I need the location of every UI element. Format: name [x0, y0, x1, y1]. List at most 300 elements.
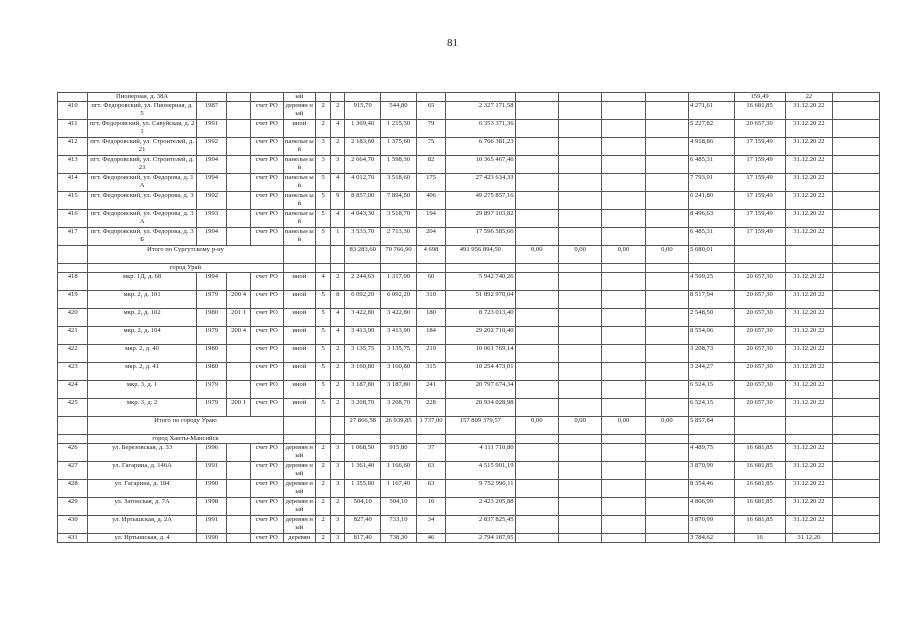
- cell-empty: [602, 210, 645, 228]
- subtotal-zero: 0,00: [602, 417, 645, 435]
- cell-limit-cost: 20 657,30: [734, 399, 785, 417]
- cell-empty: [558, 327, 601, 345]
- table-row: [58, 309, 880, 327]
- table-body: [58, 93, 880, 543]
- cell-entrances: 4: [331, 210, 345, 228]
- cell-empty: [645, 462, 688, 480]
- cell-empty: [283, 246, 316, 264]
- cell-number: 428: [58, 480, 88, 498]
- cell-empty: [833, 381, 880, 399]
- cell-empty: [515, 309, 558, 327]
- cell-empty: [381, 264, 417, 273]
- cell-fund-method: счет РО: [251, 534, 284, 543]
- cell-empty: [515, 174, 558, 192]
- cell-limit-cost: 16 681,85: [734, 516, 785, 534]
- cell-residents: 79: [416, 120, 445, 138]
- cell-wall-material: иной: [283, 120, 316, 138]
- cell-reconstruction-year: [227, 138, 251, 156]
- section-title: город Урай: [88, 264, 283, 273]
- cell-reconstruction-year: [227, 381, 251, 399]
- cell-living-area: 1 375,60: [381, 138, 417, 156]
- cell-residents: 16: [416, 498, 445, 516]
- cell-living-area: 7 894,50: [381, 192, 417, 210]
- cell-number: 423: [58, 363, 88, 381]
- cell-completion-date: 31.12.20 22: [785, 210, 833, 228]
- cell-year: 1991: [196, 516, 226, 534]
- cell-empty: [645, 534, 688, 543]
- cell-empty: [515, 363, 558, 381]
- cell-limit-cost: 16 681,85: [734, 462, 785, 480]
- cell-empty: [833, 444, 880, 462]
- cell-empty: [515, 102, 558, 120]
- table-row: [58, 516, 880, 534]
- cell-empty: [558, 498, 601, 516]
- cell-address: мкр. 2, д. 40: [88, 345, 196, 363]
- cell-floors: 3: [316, 138, 331, 156]
- cell-number: 425: [58, 399, 88, 417]
- cell-living-area: 915,80: [381, 444, 417, 462]
- cell-total-area: 817,40: [345, 534, 381, 543]
- cell-fund-method: счет РО: [251, 363, 284, 381]
- cell-year: 1979: [196, 399, 226, 417]
- cell-residents: 180: [416, 309, 445, 327]
- subtotal-row: [58, 246, 880, 264]
- cell-empty: [645, 291, 688, 309]
- cell-empty: [785, 435, 833, 444]
- subtotal-zero: 0,00: [602, 246, 645, 264]
- cell-year: 1994: [196, 273, 226, 291]
- cell-floors: 4: [316, 273, 331, 291]
- cell-wall-material: иной: [283, 273, 316, 291]
- cell-total-area: 1 068,50: [345, 444, 381, 462]
- cell-reconstruction-year: [227, 192, 251, 210]
- cell-entrances: 2: [331, 102, 345, 120]
- cell-completion-date: 31.12.20 22: [785, 444, 833, 462]
- cell-year: 1979: [196, 381, 226, 399]
- cell-wall-material: иной: [283, 381, 316, 399]
- cell-empty: [645, 435, 688, 444]
- cell-empty: [645, 228, 688, 246]
- cell-limit: 159,49: [734, 93, 785, 102]
- cell-reconstruction-year: [227, 498, 251, 516]
- cell-empty: [558, 534, 601, 543]
- cell-empty: [645, 102, 688, 120]
- cell-empty: [602, 462, 645, 480]
- cell-empty: [515, 381, 558, 399]
- cell-empty: [602, 120, 645, 138]
- cell-living-area: 3 160,80: [381, 363, 417, 381]
- cell-entrances: 4: [331, 174, 345, 192]
- cell-empty: [602, 138, 645, 156]
- cell-cost-per-sqm: 4 271,61: [689, 102, 735, 120]
- cell-year: 1980: [196, 363, 226, 381]
- cell-empty: [345, 435, 381, 444]
- cell-empty: [283, 435, 316, 444]
- cell-cost-per-sqm: 4 509,25: [689, 273, 735, 291]
- cell-material: ый: [283, 93, 316, 102]
- cell-empty: [558, 444, 601, 462]
- cell-wall-material: панельн ый: [283, 228, 316, 246]
- cell-empty: [316, 435, 331, 444]
- cell-number: 410: [58, 102, 88, 120]
- subtotal-zero: 0,00: [515, 246, 558, 264]
- table-row: [58, 399, 880, 417]
- cell-empty: [446, 264, 515, 273]
- cell-year: 1979: [196, 291, 226, 309]
- table-row: [58, 381, 880, 399]
- cell-number: 418: [58, 273, 88, 291]
- cell-empty: [833, 192, 880, 210]
- section-header-row: [58, 435, 880, 444]
- cell-empty: [602, 102, 645, 120]
- cell-completion-date: 31.12.20 22: [785, 309, 833, 327]
- cell-floors: 5: [316, 363, 331, 381]
- cell-living-area: 3 187,80: [381, 381, 417, 399]
- cell-completion-date: 31.12.20 22: [785, 363, 833, 381]
- cell-residents: 219: [416, 345, 445, 363]
- cell-empty: [645, 273, 688, 291]
- cell-completion-date: 31.12.20 22: [785, 399, 833, 417]
- cell-empty: [833, 399, 880, 417]
- cell-number: 411: [58, 120, 88, 138]
- cell-number: 417: [58, 228, 88, 246]
- cell-empty: [515, 210, 558, 228]
- table-row: [58, 120, 880, 138]
- cell-address: пгт. Федоровский, ул. Пионерная, д. 5: [88, 102, 196, 120]
- cell-empty: [558, 174, 601, 192]
- cell-empty: [602, 435, 645, 444]
- cell-empty: [558, 210, 601, 228]
- cell-total-cost: 5 942 740,26: [446, 273, 515, 291]
- cell-fund-method: счет РО: [251, 174, 284, 192]
- cell-empty: [602, 273, 645, 291]
- cell-living-area: 3 413,90: [381, 327, 417, 345]
- cell-completion-date: 31.12.20 22: [785, 291, 833, 309]
- cell-limit-cost: 17 159,49: [734, 138, 785, 156]
- cell-completion-date: 31.12.20 22: [785, 138, 833, 156]
- cell-address: мкр. 1Д, д. 68: [88, 273, 196, 291]
- cell-empty: [58, 246, 88, 264]
- table-row: [58, 291, 880, 309]
- cell-floors: 5: [316, 309, 331, 327]
- cell-address: пгт. Федоровский, ул. Савуйская, д. 21: [88, 120, 196, 138]
- cell-completion-date: 31.12.20 22: [785, 480, 833, 498]
- cell-empty: [602, 291, 645, 309]
- cell-address: ул. Гагарина, д. 146А: [88, 462, 196, 480]
- cell-living-area: 6 092,20: [381, 291, 417, 309]
- cell-completion-date: 31.12.20 22: [785, 345, 833, 363]
- cell-empty: [602, 264, 645, 273]
- cell-entrances: 4: [331, 120, 345, 138]
- cell-entrances: 3: [331, 156, 345, 174]
- cell-wall-material: деревян ный: [283, 516, 316, 534]
- cell-empty: [645, 498, 688, 516]
- cell-reconstruction-year: [227, 444, 251, 462]
- cell-entrances: 4: [331, 309, 345, 327]
- cell-empty: [331, 435, 345, 444]
- cell-number: 427: [58, 462, 88, 480]
- cell-empty: [645, 138, 688, 156]
- cell-total-cost: 29 202 710,40: [446, 327, 515, 345]
- cell-number: 416: [58, 210, 88, 228]
- cell-residents: 310: [416, 291, 445, 309]
- cell-total-cost: 8 723 013,40: [446, 309, 515, 327]
- cell-empty: [558, 480, 601, 498]
- cell-empty: [558, 516, 601, 534]
- cell-limit-cost: 20 657,30: [734, 363, 785, 381]
- cell-empty: [602, 228, 645, 246]
- cell-reconstruction-year: [227, 480, 251, 498]
- cell-empty: [558, 291, 601, 309]
- cell-empty: [515, 480, 558, 498]
- cell-empty: [515, 435, 558, 444]
- cell-fund-method: счет РО: [251, 138, 284, 156]
- cell-empty: [345, 264, 381, 273]
- cell-floors: 2: [316, 498, 331, 516]
- cell-empty: [602, 534, 645, 543]
- cell-residents: 184: [416, 327, 445, 345]
- cell-total-cost: 27 423 634,33: [446, 174, 515, 192]
- cell-total-area: 3 160,80: [345, 363, 381, 381]
- cell-empty: [515, 498, 558, 516]
- cell-number: 426: [58, 444, 88, 462]
- cell-empty: [602, 381, 645, 399]
- cell-total-cost: 2 327 171,58: [446, 102, 515, 120]
- cell-reconstruction-year: [227, 273, 251, 291]
- cell-number: 415: [58, 192, 88, 210]
- cell-year: 1994: [196, 174, 226, 192]
- cell-empty: [833, 273, 880, 291]
- cell-number: 412: [58, 138, 88, 156]
- cell-address: пгт. Федоровский, ул. Федорова, д. 1А: [88, 174, 196, 192]
- cell-cost-per-sqm: 6 524,15: [689, 399, 735, 417]
- cell-floors: 5: [316, 381, 331, 399]
- cell-floors: 5: [316, 345, 331, 363]
- cell-empty: [58, 264, 88, 273]
- cell-residents: 241: [416, 381, 445, 399]
- cell-limit-cost: 20 657,30: [734, 381, 785, 399]
- cell-cost-per-sqm: 6 485,31: [689, 228, 735, 246]
- cell-fund-method: счет РО: [251, 480, 284, 498]
- cell-total-area: 6 092,20: [345, 291, 381, 309]
- cell-residents: 75: [416, 138, 445, 156]
- cell-empty: [515, 156, 558, 174]
- cell-residents: 315: [416, 363, 445, 381]
- cell-empty: [734, 246, 785, 264]
- cell-floors: 5: [316, 291, 331, 309]
- cell-empty: [602, 516, 645, 534]
- cell-wall-material: деревян ный: [283, 102, 316, 120]
- table-row: [58, 228, 880, 246]
- cell-empty: [381, 435, 417, 444]
- cell-empty: [645, 309, 688, 327]
- table-row-continuation: [58, 93, 880, 102]
- cell-cost-per-sqm: 8 554,06: [689, 327, 735, 345]
- cell-entrances: 8: [331, 291, 345, 309]
- cell-empty: [833, 462, 880, 480]
- cell-empty: [515, 192, 558, 210]
- cell-empty: [515, 120, 558, 138]
- cell-empty: [645, 192, 688, 210]
- cell-total-cost: 10 365 467,46: [446, 156, 515, 174]
- cell-reconstruction-year: [227, 210, 251, 228]
- table-row: [58, 444, 880, 462]
- cell-address: ул. Гагарина, д. 184: [88, 480, 196, 498]
- cell-total-area: 3 135,75: [345, 345, 381, 363]
- cell-empty: [645, 174, 688, 192]
- cell-empty: [645, 327, 688, 345]
- cell-floors: 5: [316, 228, 331, 246]
- cell-empty: [785, 417, 833, 435]
- cell-floors: 2: [316, 516, 331, 534]
- cell-total-area: 3 533,70: [345, 228, 381, 246]
- cell-total-cost: 6 353 371,36: [446, 120, 515, 138]
- cell-fund-method: счет РО: [251, 120, 284, 138]
- cell-empty: [833, 228, 880, 246]
- cell-empty: [58, 417, 88, 435]
- table-row: [58, 174, 880, 192]
- cell-entrances: 9: [331, 192, 345, 210]
- cell-empty: [734, 264, 785, 273]
- cell-cost-per-sqm: 2 548,50: [689, 309, 735, 327]
- cell-total-area: 8 857,00: [345, 192, 381, 210]
- cell-residents: 228: [416, 399, 445, 417]
- cell-empty: [515, 516, 558, 534]
- cell-address: ул. Затонская, д. 7А: [88, 498, 196, 516]
- subtotal-cost: 157 809 379,57: [446, 417, 515, 435]
- subtotal-zero: 0,00: [558, 417, 601, 435]
- cell-number: 424: [58, 381, 88, 399]
- cell-cost-per-sqm: 8 496,63: [689, 210, 735, 228]
- cell-entrances: 2: [331, 138, 345, 156]
- cell-reconstruction-year: [227, 102, 251, 120]
- cell-entrances: 1: [331, 228, 345, 246]
- cell-total-area: 827,40: [345, 516, 381, 534]
- table-row: [58, 363, 880, 381]
- subtotal-living-area: 26 939,85: [381, 417, 417, 435]
- cell-empty: [558, 156, 601, 174]
- cell-empty: [515, 399, 558, 417]
- cell-residents: 406: [416, 192, 445, 210]
- cell-fund-method: счет РО: [251, 210, 284, 228]
- cell-empty: [602, 480, 645, 498]
- cell-address: ул. Иртышская, д. 4: [88, 534, 196, 543]
- cell-total-area: 4 043,30: [345, 210, 381, 228]
- cell-limit-cost: 16 681,85: [734, 480, 785, 498]
- cell-total-cost: 49 275 857,16: [446, 192, 515, 210]
- cell-living-area: 1 167,40: [381, 480, 417, 498]
- cell-empty: [515, 444, 558, 462]
- cell-wall-material: иной: [283, 309, 316, 327]
- cell-number: 422: [58, 345, 88, 363]
- cell-limit-cost: 16 681,85: [734, 444, 785, 462]
- cell-empty: [283, 417, 316, 435]
- table-row: [58, 345, 880, 363]
- cell-residents: 194: [416, 210, 445, 228]
- cell-total-area: 2 664,70: [345, 156, 381, 174]
- cell-empty: [58, 435, 88, 444]
- cell-entrances: 3: [331, 516, 345, 534]
- cell-total-area: 4 012,70: [345, 174, 381, 192]
- table-row: [58, 138, 880, 156]
- cell-total-cost: 2 423 205,88: [446, 498, 515, 516]
- cell-wall-material: панельн ый: [283, 156, 316, 174]
- cell-fund-method: счет РО: [251, 345, 284, 363]
- cell-total-cost: 17 596 585,66: [446, 228, 515, 246]
- cell-fund-method: счет РО: [251, 102, 284, 120]
- cell-empty: [645, 210, 688, 228]
- cell-wall-material: иной: [283, 399, 316, 417]
- cell-total-cost: 4 111 710,80: [446, 444, 515, 462]
- cell-cost-per-sqm: 4 806,99: [689, 498, 735, 516]
- subtotal-cost-per-sqm: 5 680,01: [689, 246, 735, 264]
- cell-empty: [833, 246, 880, 264]
- table-row: [58, 273, 880, 291]
- cell-entrances: 2: [331, 363, 345, 381]
- cell-empty: [833, 516, 880, 534]
- cell-address: мкр. 2, д. 101: [88, 291, 196, 309]
- cell-empty: [515, 273, 558, 291]
- cell-floors: 3: [316, 156, 331, 174]
- cell-total-area: 1 361,40: [345, 462, 381, 480]
- section-title: город Ханты-Мансийск: [88, 435, 283, 444]
- cell-year: 1993: [196, 210, 226, 228]
- table-row: [58, 192, 880, 210]
- cell-empty: [602, 498, 645, 516]
- cell-empty: [833, 291, 880, 309]
- cell-total-cost: 20 934 028,98: [446, 399, 515, 417]
- cell-empty: [316, 417, 331, 435]
- cell-empty: [446, 435, 515, 444]
- cell-empty: [833, 138, 880, 156]
- cell-wall-material: панельн ый: [283, 174, 316, 192]
- cell-number: 419: [58, 291, 88, 309]
- cell-empty: [515, 291, 558, 309]
- cell-residents: 204: [416, 228, 445, 246]
- subtotal-residents: 4 698: [416, 246, 445, 264]
- cell-total-area: 3 187,80: [345, 381, 381, 399]
- cell-address: Пионерная, д. 38А: [88, 93, 196, 102]
- cell-empty: [602, 345, 645, 363]
- subtotal-zero: 0,00: [515, 417, 558, 435]
- cell-wall-material: деревян ный: [283, 498, 316, 516]
- cell-completion-date: 31.12.20 22: [785, 174, 833, 192]
- page-number: 81: [447, 37, 458, 49]
- cell-living-area: 544,80: [381, 102, 417, 120]
- cell-empty: [645, 516, 688, 534]
- cell-empty: [602, 174, 645, 192]
- cell-entrances: 2: [331, 345, 345, 363]
- cell-floors: 5: [316, 174, 331, 192]
- cell-total-area: 2 183,60: [345, 138, 381, 156]
- cell-limit-cost: 17 159,49: [734, 192, 785, 210]
- cell-empty: [645, 444, 688, 462]
- cell-address: пгт. Федоровский, ул. Федорова, д. 3: [88, 192, 196, 210]
- cell-empty: [316, 246, 331, 264]
- cell-empty: [645, 381, 688, 399]
- cell-reconstruction-year: [227, 156, 251, 174]
- cell-empty: [833, 345, 880, 363]
- cell-entrances: 4: [331, 327, 345, 345]
- cell-wall-material: панельн ый: [283, 138, 316, 156]
- cell-empty: [833, 534, 880, 543]
- cell-residents: 82: [416, 156, 445, 174]
- cell-empty: [602, 156, 645, 174]
- subtotal-cost: 491 956 894,50: [446, 246, 515, 264]
- cell-empty: [416, 435, 445, 444]
- cell-living-area: 504,10: [381, 498, 417, 516]
- cell-total-area: 2 244,63: [345, 273, 381, 291]
